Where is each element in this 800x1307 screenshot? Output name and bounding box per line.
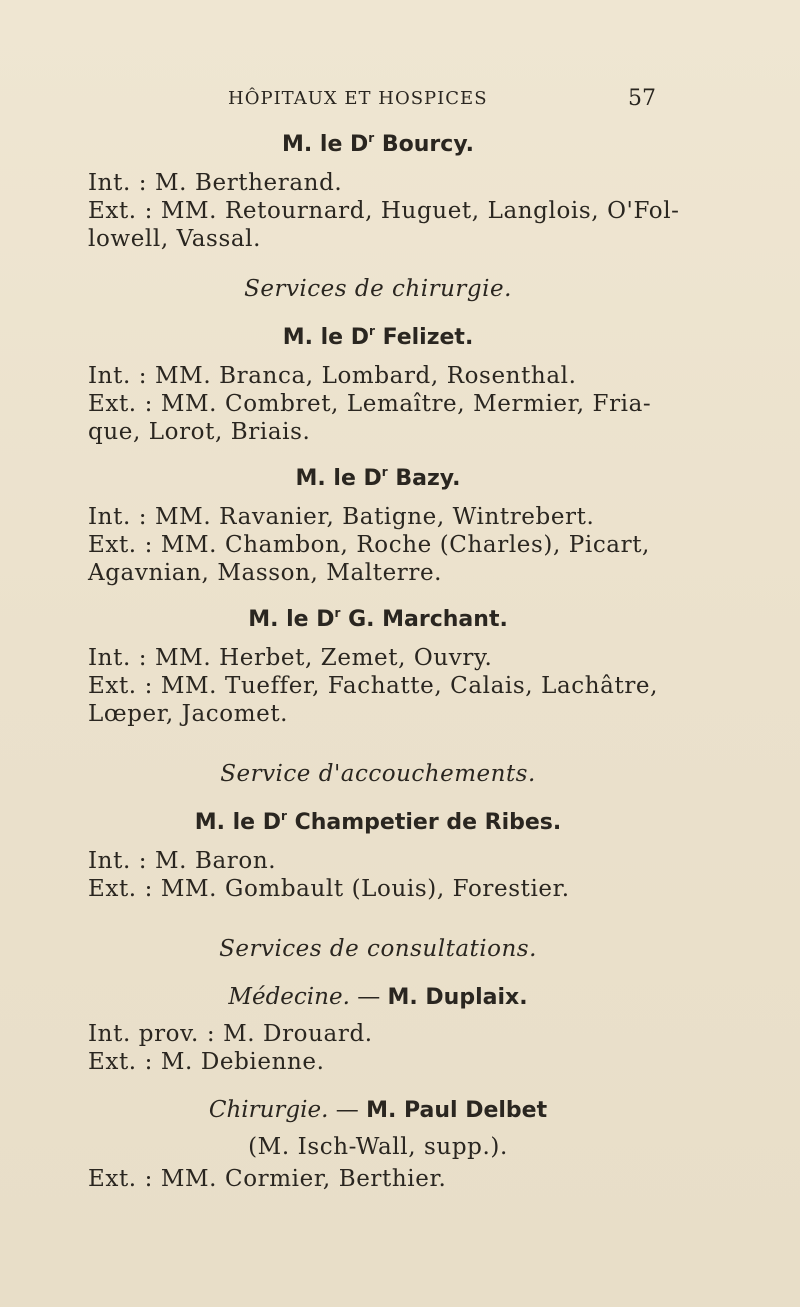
- staff-line: Int. : M. Baron.: [88, 848, 277, 874]
- staff-line: Ext. : M. Debienne.: [88, 1049, 325, 1075]
- staff-line: que, Lorot, Briais.: [88, 419, 311, 445]
- staff-line: Ext. : MM. Retournard, Huguet, Langlois, O'Fol-: [88, 198, 680, 224]
- section-title: Services de consultations.: [219, 936, 537, 962]
- service-heading: M. le $D^r$ Champetier de Ribes.: [194, 809, 562, 835]
- staff-line: Int. : MM. Herbet, Zemet, Ouvry.: [88, 645, 493, 671]
- staff-list: [88, 169, 680, 253]
- staff-line: Ext. : MM. Gombault (Louis), Forestier.: [88, 876, 570, 902]
- staff-line: Agavnian, Masson, Malterre.: [88, 560, 443, 586]
- service-heading: M. le $D^r$ G. Marchant.: [248, 606, 508, 632]
- staff-list: [88, 362, 668, 446]
- service-heading: M. le $D^r$ Bazy.: [295, 465, 461, 491]
- page-number: 57: [628, 86, 656, 111]
- staff-line: Lœper, Jacomet.: [88, 701, 289, 727]
- running-title: HÔPITAUX ET HOSPICES: [228, 88, 488, 109]
- staff-line: Int. : MM. Ravanier, Batigne, Wintrebert.: [88, 504, 595, 530]
- staff-list: [88, 644, 668, 728]
- section-title: Services de chirurgie.: [244, 276, 512, 302]
- staff-line: lowell, Vassal.: [88, 226, 262, 252]
- text-block: [88, 124, 680, 1197]
- staff-list: [88, 847, 668, 903]
- staff-line: Ext. : MM. Combret, Lemaître, Mermier, Fria-: [88, 391, 652, 417]
- running-head: [0, 88, 800, 118]
- service-heading: M. le $D^r$ Bourcy.: [282, 131, 474, 157]
- staff-line: Int. : MM. Branca, Lombard, Rosenthal.: [88, 363, 577, 389]
- staff-list: [88, 503, 668, 587]
- staff-line: Int. prov. : M. Drouard.: [88, 1021, 373, 1047]
- department-heading: Médecine. — M. Duplaix.: [228, 984, 528, 1010]
- service-heading: M. le $D^r$ Felizet.: [282, 324, 474, 350]
- staff-line: Ext. : MM. Cormier, Berthier.: [88, 1166, 447, 1192]
- staff-list: [88, 1165, 668, 1193]
- staff-line: Int. : M. Bertherand.: [88, 170, 343, 196]
- staff-line: Ext. : MM. Tueffer, Fachatte, Calais, Lachâtre,: [88, 673, 659, 699]
- substitute-line: (M. Isch-Wall, supp.).: [248, 1134, 508, 1160]
- section-title: Service d'accouchements.: [220, 761, 536, 787]
- staff-list: [88, 1020, 668, 1076]
- staff-line: Ext. : MM. Chambon, Roche (Charles), Picart,: [88, 532, 650, 558]
- department-heading: Chirurgie. — M. Paul Delbet: [208, 1097, 548, 1123]
